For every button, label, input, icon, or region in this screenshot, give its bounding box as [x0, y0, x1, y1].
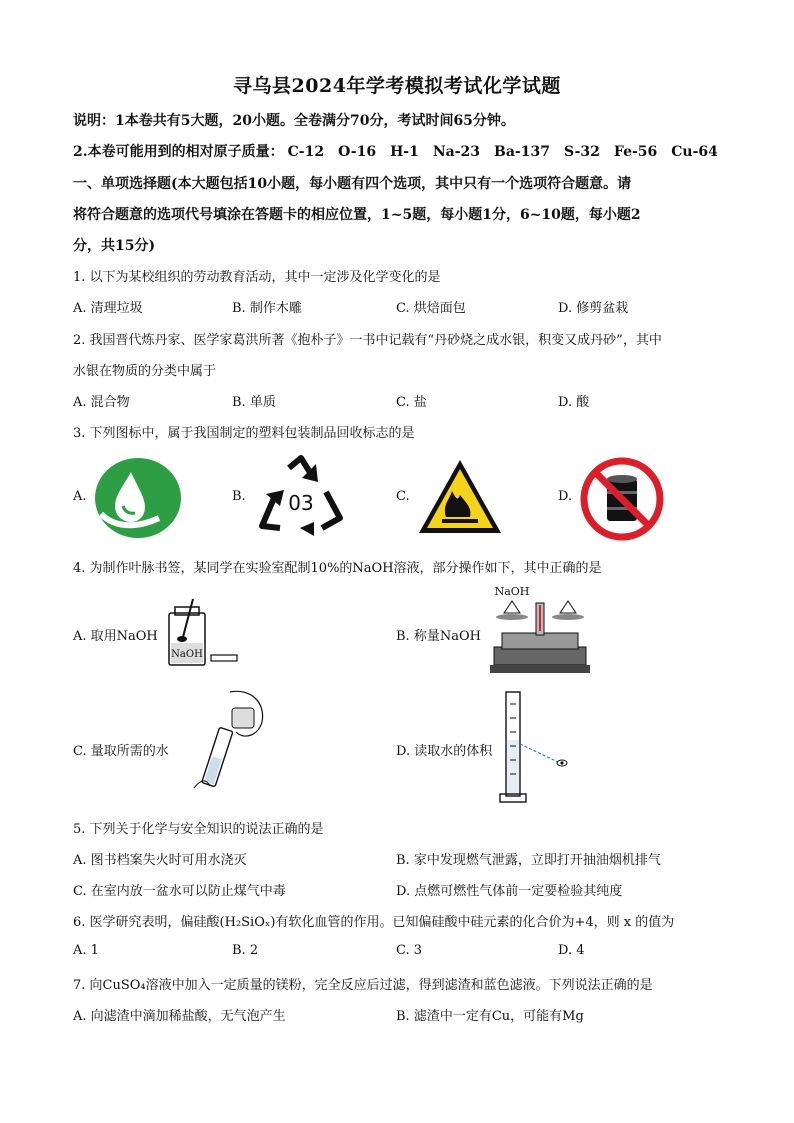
balance-label: NaOH — [494, 585, 530, 598]
pouring-water-figure — [180, 688, 270, 798]
q6-stem: 6. 医学研究表明，偏硅酸(H₂SiOₓ)有软化血管的作用。已知偏硅酸中硅元素的化合价为+4，则 x 的值为 — [73, 915, 675, 930]
section1-line-2: 将符合题意的选项代号填涂在答题卡的相应位置，1~5题，每小题1分，6~10题，每小题2 — [73, 207, 641, 223]
q4-option-a[interactable]: A. 取用NaOH — [73, 629, 158, 644]
q2-stem-1: 2. 我国晋代炼丹家、医学家葛洪所著《抱朴子》一书中记载有“丹砂烧之成水银，积变又成丹砂”，其中 — [73, 333, 662, 348]
q4-option-c[interactable]: C. 量取所需的水 — [73, 744, 169, 759]
q6-option-d[interactable]: D. 4 — [558, 943, 585, 958]
q5-option-d[interactable]: D. 点燃可燃性气体前一定要检验其纯度 — [396, 884, 623, 899]
atom-mass: Fe-56 — [613, 144, 658, 160]
bottle-label: NaOH — [171, 649, 203, 660]
q3-stem: 3. 下列图标中，属于我国制定的塑料包装制品回收标志的是 — [73, 426, 415, 441]
intro-line-1: 说明：1本卷共有5大题，20小题。全卷满分70分，考试时间65分钟。 — [73, 113, 515, 129]
q2-option-a[interactable]: A. 混合物 — [73, 395, 130, 410]
section1-line-1: 一、单项选择题(本大题包括10小题，每小题有四个选项，其中只有一个选项符合题意。请 — [73, 176, 632, 192]
reading-cylinder-figure — [496, 690, 576, 806]
atom-mass: H-1 — [390, 144, 419, 160]
atom-mass: Na-23 — [432, 144, 481, 160]
q4-option-d[interactable]: D. 读取水的体积 — [396, 744, 493, 759]
q7-option-b[interactable]: B. 滤渣中一定有Cu，可能有Mg — [396, 1009, 584, 1024]
recycle-number: 03 — [288, 491, 314, 515]
atom-mass: C-12 — [287, 144, 325, 160]
q1-option-b[interactable]: B. 制作木雕 — [232, 301, 302, 316]
q5-option-b[interactable]: B. 家中发现燃气泄露，立即打开抽油烟机排气 — [396, 853, 661, 868]
exam-title: 寻乌县2024年学考模拟考试化学试题 — [233, 75, 561, 97]
q3-letter-c[interactable]: C. — [396, 489, 410, 504]
flammable-warning-icon[interactable] — [416, 457, 504, 537]
atom-mass: S-32 — [563, 144, 600, 160]
q4-option-b[interactable]: B. 称量NaOH — [396, 629, 481, 644]
q6-option-a[interactable]: A. 1 — [73, 943, 99, 958]
no-dumping-icon[interactable] — [580, 457, 664, 541]
q1-option-d[interactable]: D. 修剪盆栽 — [558, 301, 629, 316]
q3-letter-d[interactable]: D. — [558, 489, 573, 504]
section1-line-3: 分，共15分) — [73, 238, 156, 254]
q4-stem: 4. 为制作叶脉书签，某同学在实验室配制10%的NaOH溶液，部分操作如下，其中正确的是 — [73, 561, 602, 576]
q1-option-c[interactable]: C. 烘焙面包 — [396, 301, 466, 316]
balance-figure — [490, 583, 590, 679]
intro-line-2 — [73, 141, 732, 161]
bottle-spoon-figure — [163, 597, 243, 669]
q2-option-b[interactable]: B. 单质 — [232, 395, 276, 410]
q7-option-a[interactable]: A. 向滤渣中滴加稀盐酸，无气泡产生 — [73, 1009, 286, 1024]
atomic-mass-prefix: 2.本卷可能用到的相对原子质量： — [73, 144, 284, 160]
q3-letter-a[interactable]: A. — [73, 489, 87, 504]
q5-stem: 5. 下列关于化学与安全知识的说法正确的是 — [73, 822, 324, 837]
recycle-triangle-icon[interactable] — [256, 454, 346, 536]
q2-option-d[interactable]: D. 酸 — [558, 395, 590, 410]
q1-option-a[interactable]: A. 清理垃圾 — [73, 301, 143, 316]
q6-option-c[interactable]: C. 3 — [396, 943, 423, 958]
q5-option-a[interactable]: A. 图书档案失火时可用水浇灭 — [73, 853, 247, 868]
q1-stem: 1. 以下为某校组织的劳动教育活动，其中一定涉及化学变化的是 — [73, 270, 441, 285]
q3-letter-b[interactable]: B. — [232, 489, 246, 504]
atom-mass: Ba-137 — [494, 144, 550, 160]
q6-option-b[interactable]: B. 2 — [232, 943, 259, 958]
water-saving-icon[interactable] — [93, 456, 183, 540]
q2-stem-2: 水银在物质的分类中属于 — [73, 364, 217, 379]
atom-mass: Cu-64 — [671, 144, 718, 160]
q5-option-c[interactable]: C. 在室内放一盆水可以防止煤气中毒 — [73, 884, 286, 899]
atom-mass: O-16 — [338, 144, 377, 160]
q2-option-c[interactable]: C. 盐 — [396, 395, 427, 410]
q7-stem: 7. 向CuSO₄溶液中加入一定质量的镁粉，完全反应后过滤，得到滤渣和蓝色滤液。下列说法正确的是 — [73, 978, 653, 993]
